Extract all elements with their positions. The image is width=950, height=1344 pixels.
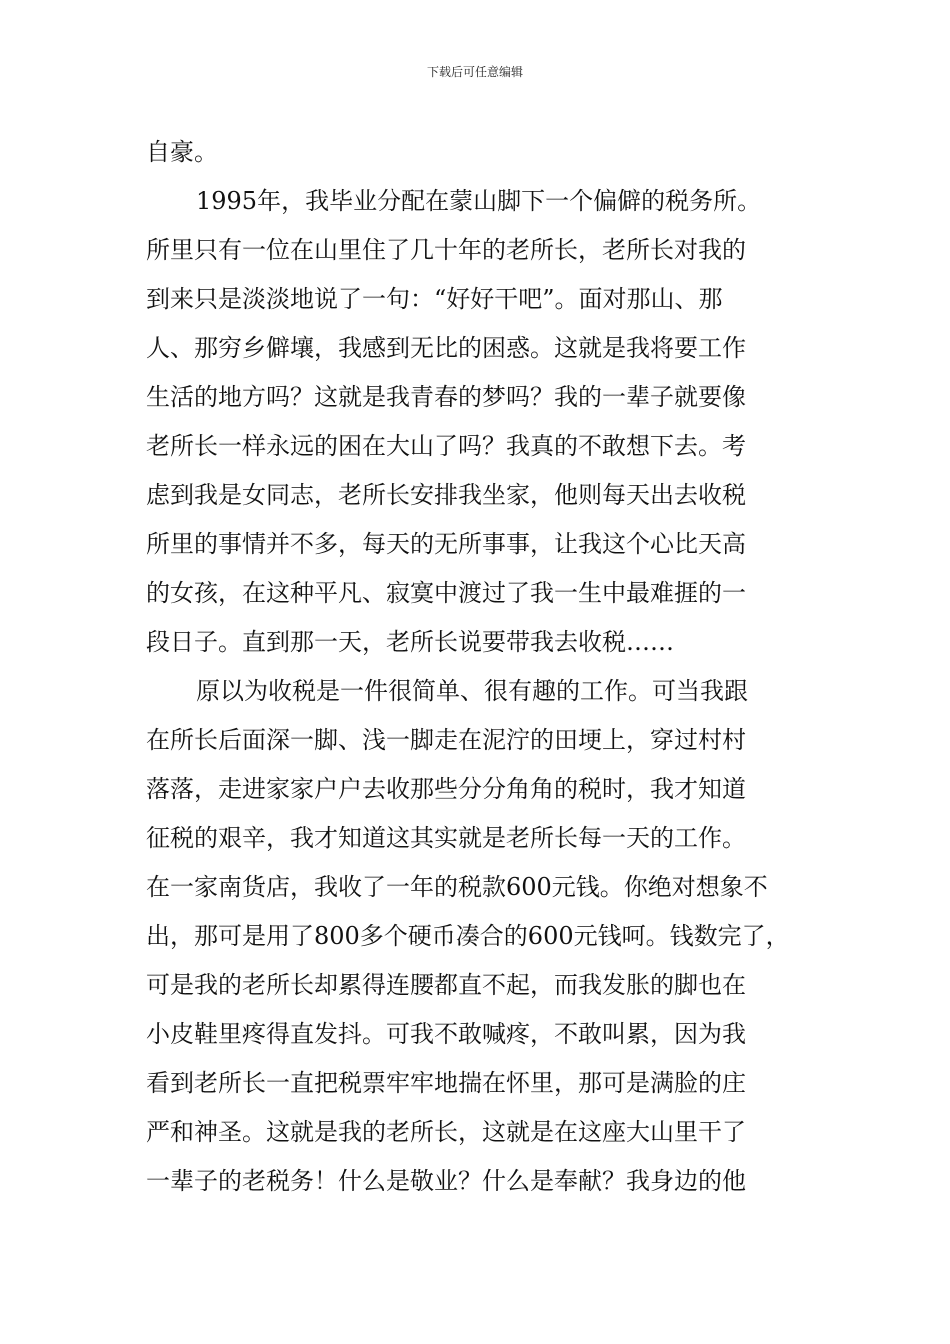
text-line: 严和神圣。这就是我的老所长，这就是在这座大山里干了 [146,1118,746,1146]
text-line: 生活的地方吗？这就是我青春的梦吗？我的一辈子就要像 [146,383,746,411]
text-line: 在所长后面深一脚、浅一脚走在泥泞的田埂上，穿过村村 [146,726,746,754]
text-line: 虑到我是女同志，老所长安排我坐家，他则每天出去收税 [146,481,746,509]
text-line: 老所长一样永远的困在大山了吗？我真的不敢想下去。考 [146,432,746,460]
text-line: 段日子。直到那一天，老所长说要带我去收税…… [146,628,674,656]
text-line: 到来只是淡淡地说了一句：“好好干吧”。面对那山、那 [146,285,723,313]
text-line: 小皮鞋里疼得直发抖。可我不敢喊疼，不敢叫累，因为我 [146,1020,746,1048]
body-text [146,128,814,1206]
text-line: 所里只有一位在山里住了几十年的老所长，老所长对我的 [146,236,746,264]
text-line: 征税的艰辛，我才知道这其实就是老所长每一天的工作。 [146,824,746,852]
text-line-paragraph-start: 1995年，我毕业分配在蒙山脚下一个偏僻的税务所。 [196,187,762,215]
text-line-paragraph-start: 原以为收税是一件很简单、很有趣的工作。可当我跟 [196,677,748,705]
text-line: 人、那穷乡僻壤，我感到无比的困惑。这就是我将要工作 [146,334,746,362]
text-line: 一辈子的老税务！什么是敬业？什么是奉献？我身边的他 [146,1167,746,1195]
text-line: 可是我的老所长却累得连腰都直不起，而我发胀的脚也在 [146,971,746,999]
text-line: 的女孩，在这种平凡、寂寞中渡过了我一生中最难捱的一 [146,579,746,607]
text-line: 看到老所长一直把税票牢牢地揣在怀里，那可是满脸的庄 [146,1069,746,1097]
text-line: 自豪。 [146,138,218,166]
text-line: 所里的事情并不多，每天的无所事事，让我这个心比天高 [146,530,746,558]
page-header: 下载后可任意编辑 [426,65,523,79]
text-line: 出，那可是用了800多个硬币凑合的600元钱呵。钱数完了， [146,922,790,950]
text-line: 落落，走进家家户户去收那些分分角角的税时，我才知道 [146,775,746,803]
text-line: 在一家南货店，我收了一年的税款600元钱。你绝对想象不 [146,873,768,901]
